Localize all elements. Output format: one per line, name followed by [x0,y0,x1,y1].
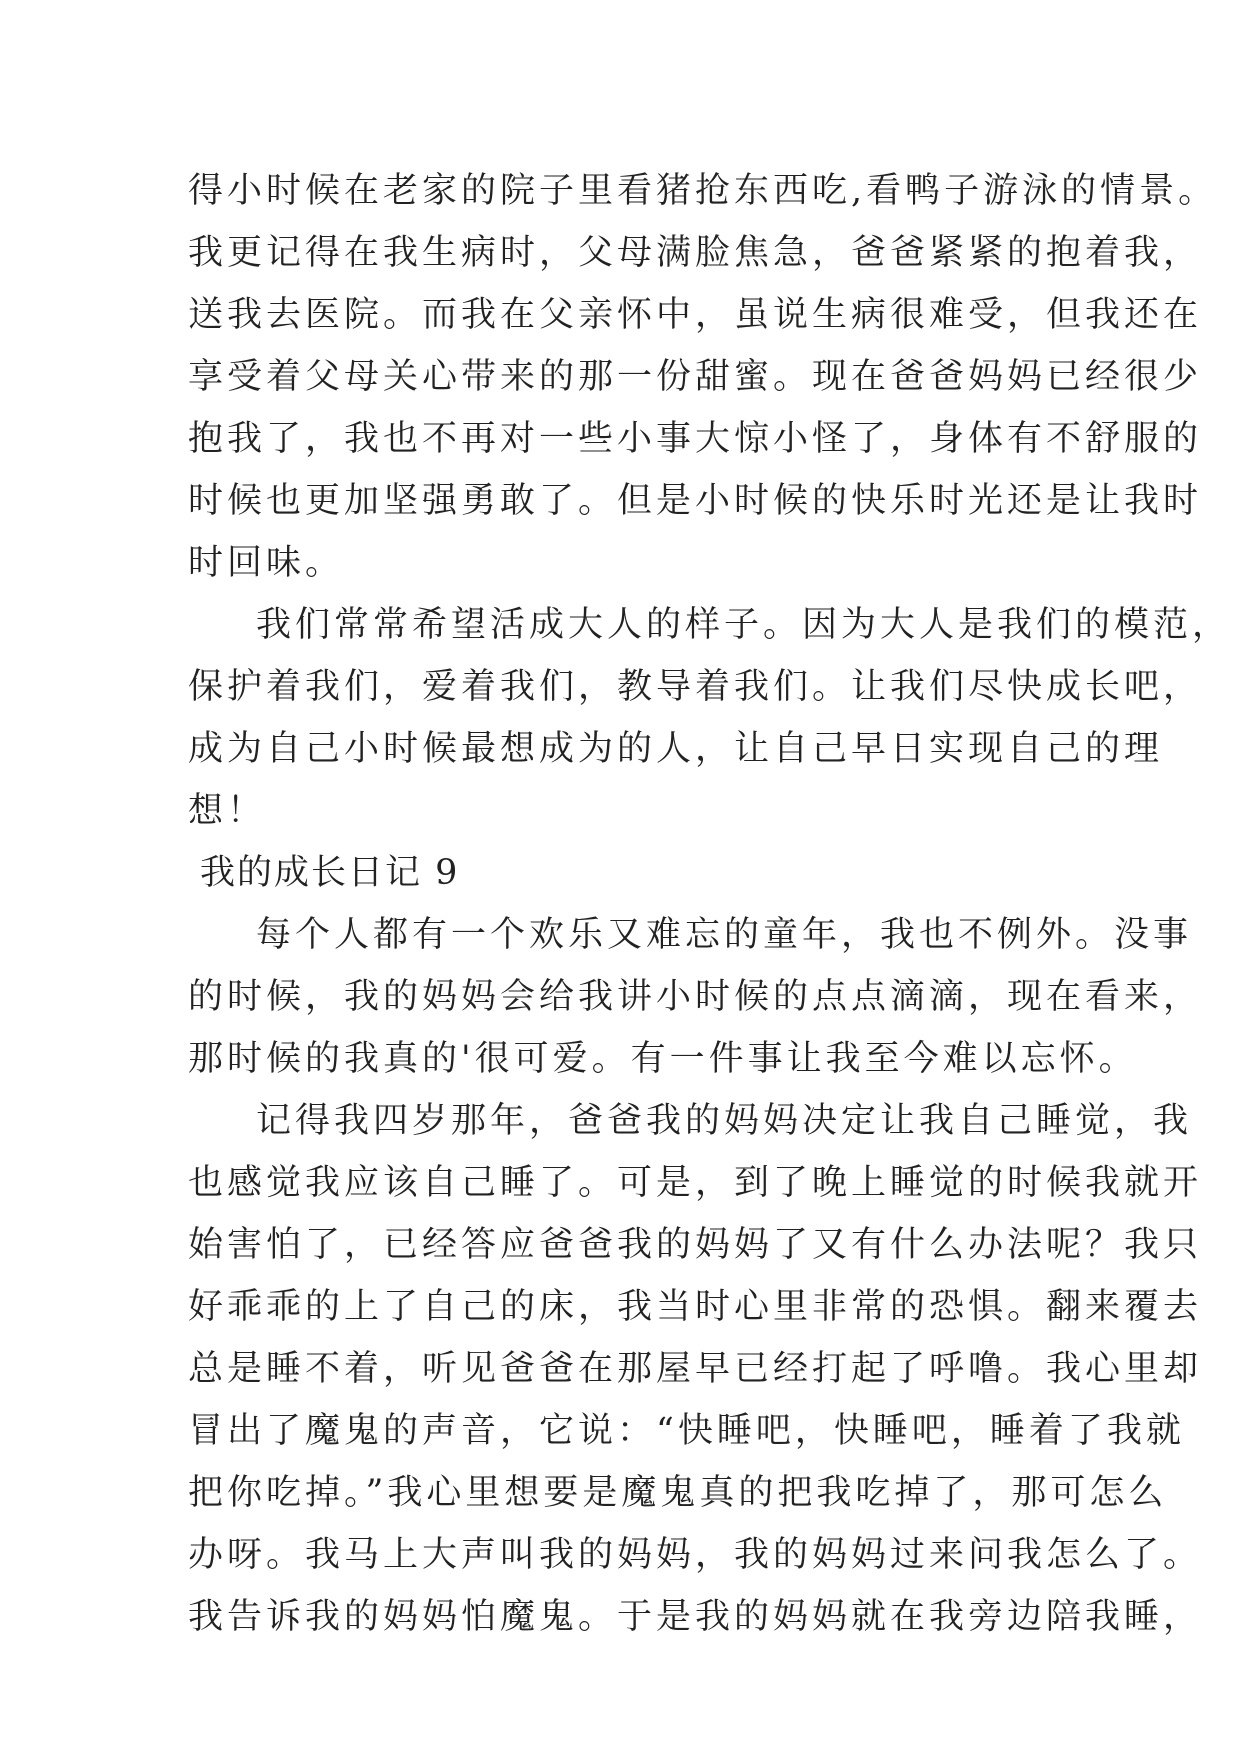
paragraph-line: 把你吃掉。”我心里想要是魔鬼真的把我吃掉了，那可怎么 [188,1473,1168,1513]
document-body [188,160,1232,1648]
paragraph-line: 的时候，我的妈妈会给我讲小时候的点点滴滴，现在看来， [188,977,1203,1017]
paragraph-2 [188,594,1232,842]
section-heading [188,842,1088,904]
paragraph-line: 那时候的我真的'很可爱。有一件事让我至今难以忘怀。 [188,1039,1138,1079]
paragraph-line: 享受着父母关心带来的那一份甜蜜。现在爸爸妈妈已经很少 [188,357,1203,397]
paragraph-line: 办呀。我马上大声叫我的妈妈，我的妈妈过来问我怎么了。 [188,1535,1203,1575]
paragraph-3 [188,904,1203,1090]
paragraph-line: 时候也更加坚强勇敢了。但是小时候的快乐时光还是让我时 [188,481,1203,521]
paragraph-line: 得小时候在老家的院子里看猪抢东西吃,看鸭子游泳的情景。 [188,171,1218,211]
paragraph-line: 好乖乖的上了自己的床，我当时心里非常的恐惧。翻来覆去 [188,1287,1203,1327]
paragraph-line: 想！ [188,791,267,831]
paragraph-line: 我们常常希望活成大人的样子。因为大人是我们的模范， [256,605,1232,645]
paragraph-line: 我告诉我的妈妈怕魔鬼。于是我的妈妈就在我旁边陪我睡， [188,1597,1203,1637]
paragraph-line: 抱我了，我也不再对一些小事大惊小怪了，身体有不舒服的 [188,419,1203,459]
paragraph-line: 送我去医院。而我在父亲怀中，虽说生病很难受，但我还在 [188,295,1203,335]
paragraph-line: 冒出了魔鬼的声音，它说：“快睡吧，快睡吧，睡着了我就 [188,1411,1185,1451]
paragraph-4 [188,1090,1203,1648]
paragraph-line: 总是睡不着，听见爸爸在那屋早已经打起了呼噜。我心里却 [188,1349,1203,1389]
paragraph-1 [188,160,1218,594]
paragraph-line: 时回味。 [188,543,345,583]
paragraph-line: 我更记得在我生病时，父母满脸焦急，爸爸紧紧的抱着我， [188,233,1203,273]
paragraph-line: 成为自己小时候最想成为的人，让自己早日实现自己的理 [188,729,1164,769]
paragraph-line: 记得我四岁那年，爸爸我的妈妈决定让我自己睡觉，我 [256,1101,1193,1141]
paragraph-line: 每个人都有一个欢乐又难忘的童年，我也不例外。没事 [256,915,1193,955]
heading-text: 我的成长日记 9 [200,853,460,893]
paragraph-line: 始害怕了，已经答应爸爸我的妈妈了又有什么办法呢？我只 [188,1225,1203,1265]
paragraph-line: 也感觉我应该自己睡了。可是，到了晚上睡觉的时候我就开 [188,1163,1203,1203]
paragraph-line: 保护着我们，爱着我们，教导着我们。让我们尽快成长吧， [188,667,1203,707]
